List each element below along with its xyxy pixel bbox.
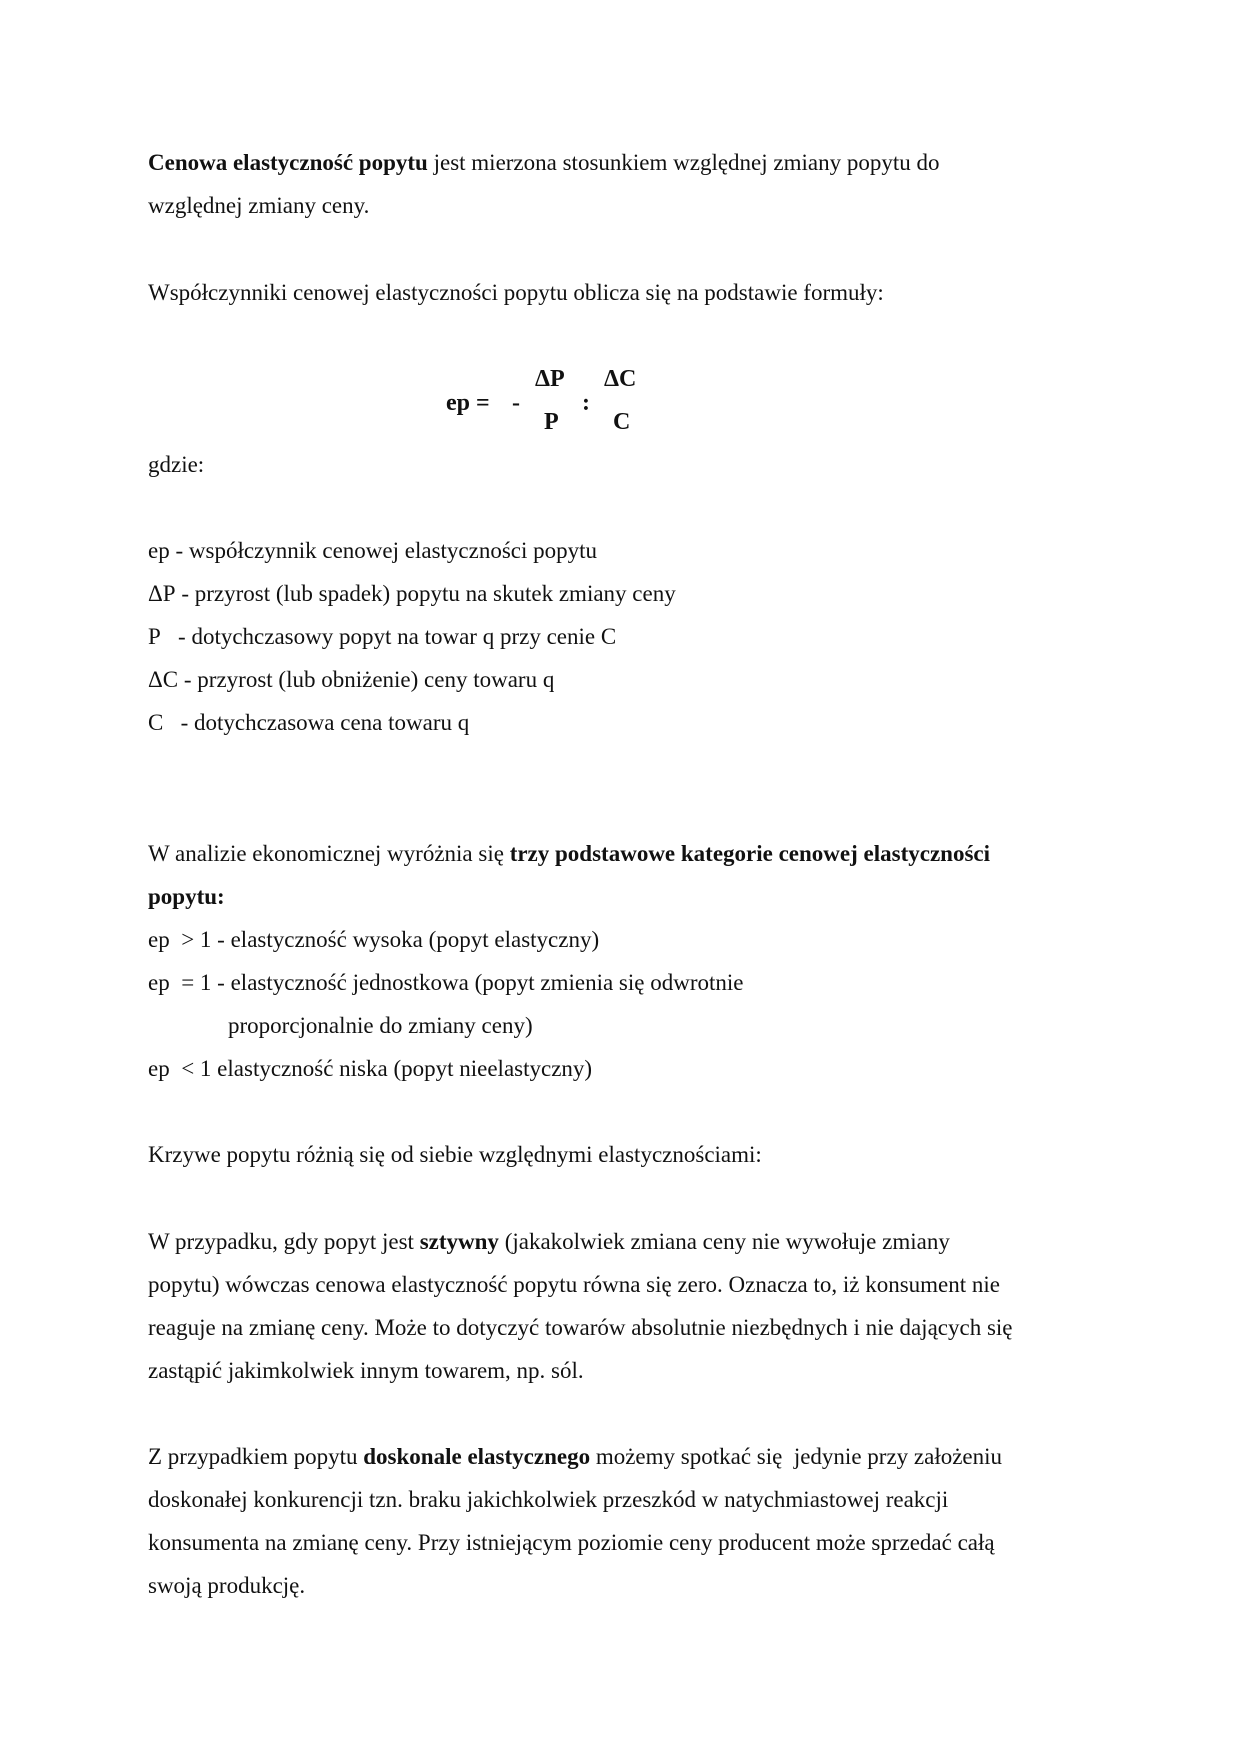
rigid-paragraph-line-3: reaguje na zmianę ceny. Może to dotyczyć towarów absolutnie niezbędnych i nie dających się <box>148 1315 1013 1340</box>
definition-line <box>148 582 676 605</box>
perfect-paragraph-line-4: swoją produkcję. <box>148 1573 306 1598</box>
definition-text: - przyrost (lub spadek) popytu na skutek zmiany ceny <box>175 581 676 606</box>
perfect-text-1: Z przypadkiem popytu <box>148 1444 364 1469</box>
definition-text: - współczynnik cenowej elastyczności popytu <box>169 538 598 563</box>
curves-intro: Krzywe popytu różnią się od siebie względnymi elastycznościami: <box>148 1142 762 1167</box>
rigid-text-2: (jakakolwiek zmiana ceny nie wywołuje zmiany <box>498 1229 950 1254</box>
formula-intro: Współczynniki cenowej elastyczności popytu oblicza się na podstawie formuły: <box>148 280 884 305</box>
formula-denominator-1: P <box>544 409 559 435</box>
perfect-paragraph-line-2: doskonałej konkurencji tzn. braku jakichkolwiek przeszkód w natychmiastowej reakcji <box>148 1487 949 1512</box>
rigid-paragraph-line-1 <box>148 1230 950 1253</box>
formula-denominator-2: C <box>613 409 631 435</box>
intro-text-1: jest mierzona stosunkiem względnej zmiany popytu do <box>427 150 940 175</box>
definition-text: - dotychczasowy popyt na towar q przy cenie C <box>160 624 617 649</box>
categories-intro-line-1 <box>148 842 990 865</box>
definition-text: - dotychczasowa cena towaru q <box>163 710 470 735</box>
rigid-paragraph-line-2: popytu) wówczas cenowa elastyczność popytu równa się zero. Oznacza to, iż konsument nie <box>148 1272 1000 1297</box>
definition-symbol: ΔP <box>148 581 176 606</box>
perfect-paragraph-line-3: konsumenta na zmianę ceny. Przy istniejącym poziomie ceny producent może sprzedać całą <box>148 1530 995 1555</box>
formula-numerator-2: ΔC <box>604 366 637 392</box>
definition-symbol: ep <box>148 538 170 563</box>
definition-line <box>148 625 616 648</box>
definition-line <box>148 668 554 691</box>
category-item: ep > 1 - elastyczność wysoka (popyt elastyczny) <box>148 927 600 952</box>
categories-intro-bold-2: popytu: <box>148 884 225 909</box>
rigid-paragraph-line-4: zastąpić jakimkolwiek innym towarem, np. sól. <box>148 1358 584 1383</box>
formula-colon: : <box>582 390 590 416</box>
definition-line <box>148 539 597 562</box>
category-item: ep < 1 elastyczność niska (popyt nieelastyczny) <box>148 1056 593 1081</box>
category-item-continuation: proporcjonalnie do zmiany ceny) <box>228 1013 533 1038</box>
categories-intro-bold: trzy podstawowe kategorie cenowej elastyczności <box>509 841 991 866</box>
definition-symbol: P <box>148 624 161 649</box>
rigid-text-1: W przypadku, gdy popyt jest <box>148 1229 420 1254</box>
formula-numerator-1: ΔP <box>535 366 565 392</box>
formula-lhs: ep = <box>446 390 490 416</box>
definition-line <box>148 711 469 734</box>
definition-symbol: ΔC <box>148 667 179 692</box>
rigid-bold-term: sztywny <box>419 1229 499 1254</box>
formula-minus: - <box>512 390 520 416</box>
definition-symbol: C <box>148 710 164 735</box>
where-label: gdzie: <box>148 452 205 477</box>
categories-intro-text: W analizie ekonomicznej wyróżnia się <box>148 841 510 866</box>
definition-text: - przyrost (lub obniżenie) ceny towaru q <box>178 667 555 692</box>
intro-line-2: względnej zmiany ceny. <box>148 193 370 218</box>
perfect-bold-term: doskonale elastycznego <box>363 1444 591 1469</box>
perfect-text-2: możemy spotkać się jedynie przy założeniu <box>590 1444 1003 1469</box>
intro-bold-term: Cenowa elastyczność popytu <box>148 150 428 175</box>
category-item: ep = 1 - elastyczność jednostkowa (popyt zmienia się odwrotnie <box>148 970 744 995</box>
perfect-paragraph-line-1 <box>148 1445 1002 1468</box>
categories-intro-line-2 <box>148 885 225 908</box>
